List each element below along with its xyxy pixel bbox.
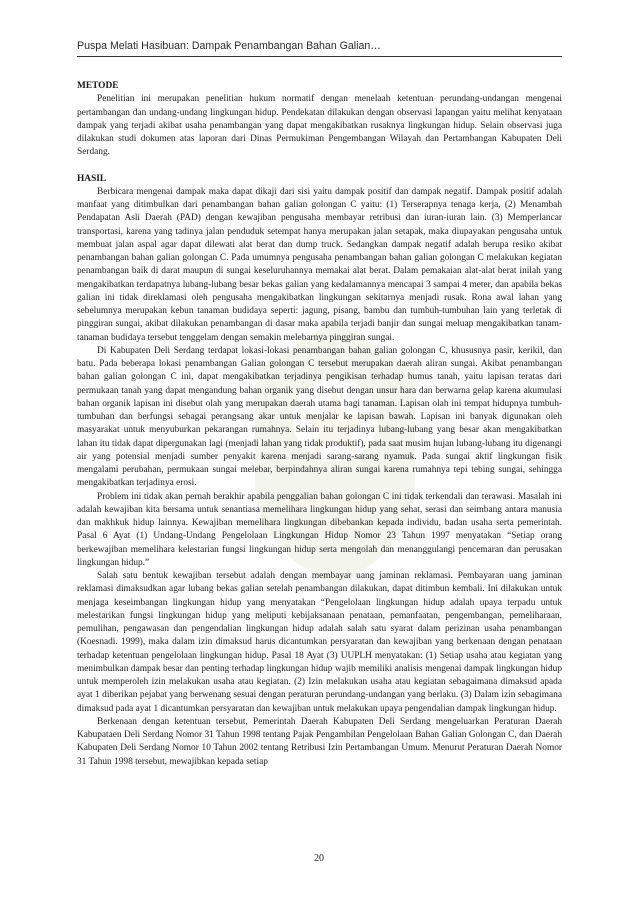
paragraph: Penelitian ini merupakan penelitian hukum normatif dengan menelaah ketentuan perundang-undangan mengenai pertambangan dan undang-undang lingkungan hidup. Pendekatan dilakukan dengan observasi lapangan yaitu melihat kenyataan dampak yang terjadi akibat usaha penambangan yang dapat mengakibatkan rusaknya lingkungan hidup. Selain observasi juga dilakukan studi dokumen atas laporan dari Dinas Permukiman Pengembangan Wilayah dan Pertambangan Kabupaten Deli Serdang. [77, 94, 562, 158]
running-header: Puspa Melati Hasibuan: Dampak Penambangan Bahan Galian… [77, 40, 381, 52]
paragraph: Problem ini tidak akan pernah berakhir apabila penggalian bahan golongan C ini tidak terkendali dan terawasi. Masalah ini adalah kewajiban kita bersama untuk senantiasa memelihara lingkungan hidup yang sehat, serasi dan seimbang antara manusia dan makhkuk hidup lainnya. Kewajiban memelihara lingkungan dibebankan kepada individu, badan usaha serta pemerintah. Pasal 6 Ayat (1) Undang-Undang Pengelolaan Lingkungan Hidup Nomor 23 Tahun 1997 menyatakan “Setiap orang berkewajiban memelihara kelestarian fungsi lingkungan hidup serta mengolah dan menanggulangi pencemaran dan perusakan lingkungan hidup.” [77, 491, 562, 568]
paragraph: Salah satu bentuk kewajiban tersebut adalah dengan membayar uang jaminan reklamasi. Pembayaran uang jaminan reklamasi dimaksudkan agar lubang bekas galian setelah penambangan dilakukan, dapat ditimbun kembali. Ini dilakukan untuk menjaga keseimbangan lingkungan hidup yang menyatakan “Pengelolaan lingkungan hidup adalah upaya terpadu untuk melestarikan fungsi lingkungan hidup yang meliputi kebijaksanaan penataan, pemanfaatan, pengembangan, pemeliharaan, pemulihan, pengawasan dan pengendalian lingkungan hidup adalah salah satu syarat dalam perizinan usaha penambangan (Koesnadi. 1999), maka dalam izin dimaksud harus dicantumkan persyaratan dan kewajiban yang berkenaan dengan penataan terhadap ketentuan pengelolaan lingkungan hidup. Pasal 18 Ayat (3) UUPLH menyatakan: (1) Setiap usaha atau kegiatan yang menimbulkan dampak besar dan penting terhadap lingkungan hidup wajib memiliki analisis mengenai dampak lingkungan hidup untuk memperoleh izin melakukan usaha atau kegiatan. (2) Izin melakukan usaha atau kegiatan sebagaimana dimaksud apada ayat 1 diberikan pejabat yang berwenang sesuai dengan peraturan perundang-undangan yang berlaku. (3) Dalam izin sebagimana dimaksud pada ayat 1 dicantumkan persyaratan dan kewajiban untuk melakukan upaya pengendalian dampak lingkungan hidup. [77, 571, 562, 714]
section-heading: HASIL [77, 173, 107, 184]
paragraph: Berkenaan dengan ketentuan tersebut, Pemerintah Daerah Kabupaten Deli Serdang mengeluarkan Peraturan Daerah Kabupataen Deli Serdang Nomor 31 Tahun 1998 tentang Pajak Pengambilan Pengelolaan Bahan Galian Golongan C, dan Daerah Kabupaten Deli Serdang Nomor 10 Tahun 2002 tentang Retribusi Izin Pertambangan Umum. Menurut Peraturan Daerah Nomor 31 Tahun 1998 tersebut, mewajibkan kepada setiap [77, 716, 562, 767]
section-gap [77, 160, 562, 173]
paragraph: Di Kabupaten Deli Serdang terdapat lokasi-lokasi penambangan bahan galian golongan C, khususnya pasir, kerikil, dan batu. Pada beberapa lokasi penambangan Galian golongan C tersebut merupakan daerah aliran sungai. Akibat penambangan bahan galian golongan C ini, dapat mengakibatkan terjadinya pengikisan terhadap humus tanah, yaitu lapisan teratas dari permukaan tanah yang dapat mengandung bahan organik yang disebut dengan unsur hara dan berwarna gelap karena akumulasi bahan organik lapisan ini disebut olah yang merupakan daerah utama bagi tanaman. Lapisan olah ini tempat hidupnya tumbuh-tumbuhan dan berfungsi sebagai perangsang akar untuk menjalar ke lapisan bawah. Lapisan ini banyak digunakan oleh masyarakat untuk menyuburkan pekarangan rumahnya. Selain itu terjadinya lubang-lubang yang besar akan mengakibatkan lahan itu tidak dapat dipergunakan lagi (menjadi lahan yang tidak produktif), pada saat musim hujan lubang-lubang itu digenangi air yang potensial menjadi sumber penyakit karena menjadi sarang-sarang nyamuk. Pada sungai aktif lingkungan fisik mengalami perubahan, permukaan sungai melebar, berpindahnya aliran sungai karena rumahnya tepi tebing sungai, sehingga mengakibatkan terjadinya erosi. [77, 345, 562, 489]
page-number: 20 [314, 853, 324, 864]
section-hasil [77, 173, 562, 769]
section-metode [77, 80, 562, 160]
paragraph: Berbicara mengenai dampak maka dapat dikaji dari sisi yaitu dampak positif dan dampak negatif. Dampak positif adalah manfaat yang ditimbulkan dari penambangan bahan galian golongan C yaitu: (1) Terserapnya tenaga kerja, (2) Menambah Pendapatan Asli Daerah (PAD) dengan kewajiban pengusaha membayar retribusi dan iuran-iuran lain. (3) Memperlancar transportasi, karena yang tadinya jalan penduduk setempat hanya merupakan jalan setapak, maka diupayakan pengusaha untuk membuat jalan aspal agar dapat dilewati alat berat dan dump truck. Sedangkan dampak negatif adalah berupa resiko akibat penambangan bahan galian golongan C. Pada umumnya pengusaha penambangan bahan galian golongan C melakukan kegiatan penambangan baik di darat maupun di sungai keseluruhannya memakai alat berat. Dalam pemakaian alat-alat berat inilah yang mengakibatkan terdapatnya lubang-lubang besar bekas galian yang kedalamannya mencapai 3 sampai 4 meter, dan apabila bekas galian ini tidak direklamasi oleh pengusaha mengakibatkan lingkungan sekitarnya menjadi rusak. Rona awal lahan yang sebelumnya merupakan kebun tanaman budidaya seperti: jagung, pisang, bambu dan tumbuh-tumbuhan lain yang terletak di pinggiran sungai, akibat dilakukan penambangan di dasar maka apabila terjadi banjir dan sungai meluap mengakibatkan tanam-tanaman budidaya tersebut tenggelam dengan semakin melebarnya pinggiran sungai. [77, 186, 562, 343]
article-body [77, 80, 562, 769]
section-heading: METODE [77, 81, 119, 91]
header-rule [77, 56, 562, 57]
